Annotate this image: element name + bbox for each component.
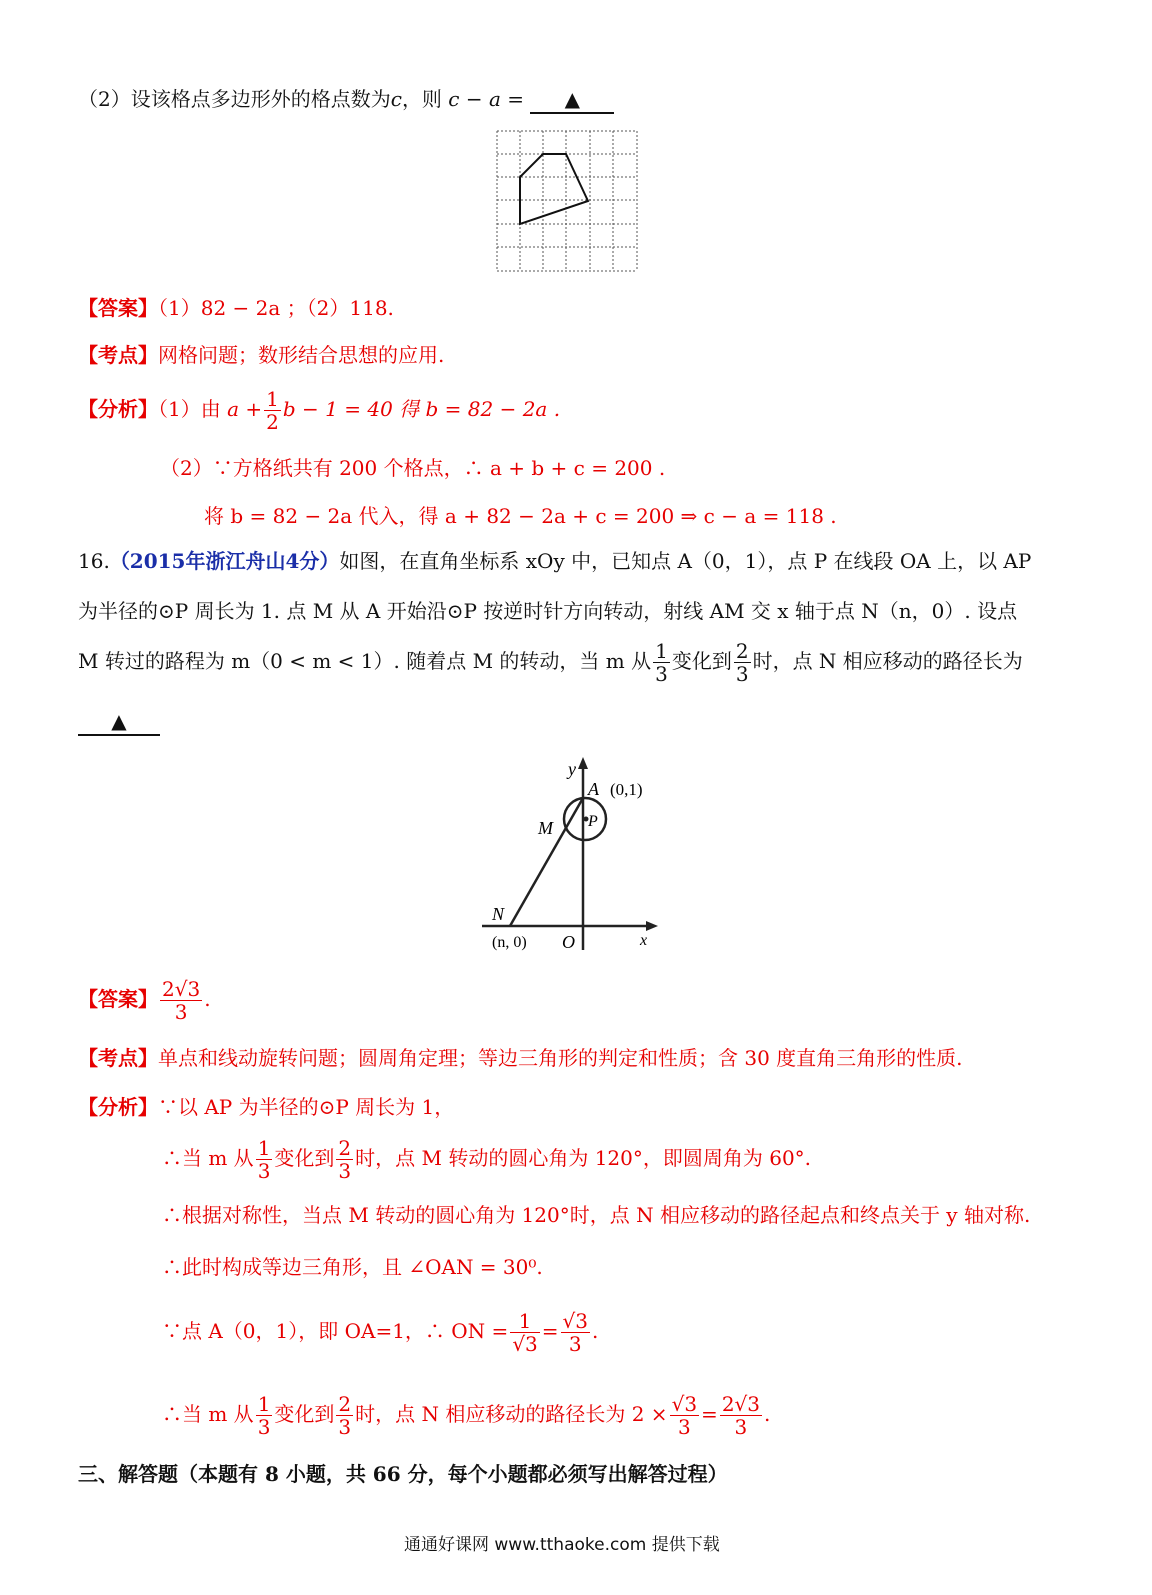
analysis-text: 时，点 M 转动的圆心角为 120°，即圆周角为 60°. <box>355 1146 812 1170</box>
x-axis-arrow <box>646 921 658 931</box>
label-m: M <box>538 818 553 838</box>
fraction-two-thirds <box>336 1393 353 1438</box>
answer-blank <box>78 708 160 736</box>
analysis-text: . <box>764 1402 771 1426</box>
fraction-two-thirds <box>734 640 751 685</box>
q16-line1 <box>78 548 1031 574</box>
analysis-text: ∵点 A（0，1），即 OA=1，∴ ON = <box>162 1319 509 1343</box>
q16-analysis-line5 <box>162 1310 598 1355</box>
page-footer: 通通好课网 www.tthaoke.com 提供下载 <box>404 1535 720 1555</box>
q15-answer <box>78 295 394 321</box>
frac-num: 2 <box>735 639 749 663</box>
analysis-text: 时，点 N 相应移动的路径长为 2 × <box>355 1402 668 1426</box>
analysis-tag: 【分析】 <box>78 397 158 421</box>
point-text: 单点和线动旋转问题；圆周角定理；等边三角形的判定和性质；含 30 度直角三角形的性质. <box>158 1046 963 1070</box>
frac-num: 2 <box>338 1136 352 1160</box>
fraction-one-third <box>256 1137 273 1182</box>
frac-num: 1 <box>257 1136 271 1160</box>
frac-num: 1 <box>266 387 279 411</box>
q16-line3 <box>78 640 1023 685</box>
y-axis-arrow <box>578 757 588 769</box>
label-p: P <box>588 813 598 830</box>
analysis-text: ∴当 m 从 <box>162 1402 254 1426</box>
analysis-text: ∵以 AP 为半径的⊙P 周长为 1， <box>158 1095 455 1119</box>
analysis-tag: 【分析】 <box>78 1095 158 1119</box>
analysis-text: （1）由 <box>158 397 221 421</box>
question-text: 时，点 N 相应移动的路径长为 <box>752 649 1023 673</box>
frac-num: 1 <box>510 1310 539 1333</box>
frac-den: 3 <box>338 1159 352 1183</box>
analysis-text: . <box>592 1319 599 1343</box>
dotted-grid <box>497 131 637 271</box>
point-text: 网格问题；数形结合思想的应用. <box>158 343 445 367</box>
equals-sign: = <box>701 1402 718 1426</box>
q16-line2: 为半径的⊙P 周长为 1. 点 M 从 A 开始沿⊙P 按逆时针方向转动，射线 AM 交 x 轴于点 N（n，0）. 设点 <box>78 599 1018 623</box>
answer-blank <box>530 86 614 114</box>
answer-tag: 【答案】 <box>78 987 158 1011</box>
frac-den: 2 <box>266 410 279 434</box>
q16-analysis-line2 <box>162 1137 811 1182</box>
q16-answer <box>78 978 211 1023</box>
question-source: （2015年浙江舟山4分） <box>109 549 340 573</box>
frac-den: 3 <box>735 662 749 686</box>
label-n: N <box>492 904 505 924</box>
answer-tag: 【答案】 <box>78 296 158 320</box>
point-tag: 【考点】 <box>78 1046 158 1070</box>
section3-heading: 三、解答题（本题有 8 小题，共 66 分，每个小题都必须写出解答过程） <box>78 1462 728 1486</box>
frac-den: 3 <box>257 1415 271 1439</box>
analysis-math: b − 1 = 40 得 b = 82 − 2a . <box>282 397 561 421</box>
analysis-text: 变化到 <box>274 1402 335 1426</box>
q16-analysis-line1 <box>78 1094 454 1120</box>
question-text: 如图，在直角坐标系 xOy 中，已知点 A（0，1），点 P 在线段 OA 上，以 AP <box>339 549 1032 573</box>
q16-point <box>78 1045 963 1071</box>
fraction-two-thirds <box>336 1137 353 1182</box>
lattice-polygon <box>520 154 588 224</box>
point-tag: 【考点】 <box>78 343 158 367</box>
question-text: M 转过的路程为 m（0 < m < 1）. 随着点 M 的转动，当 m 从 <box>78 649 652 673</box>
frac-den: √3 <box>512 1332 538 1356</box>
frac-num: 1 <box>655 639 668 663</box>
frac-den: 3 <box>568 1332 582 1356</box>
q15-var-c: c <box>390 87 402 111</box>
frac-num: 2√3 <box>721 1392 761 1416</box>
q15-analysis-line1 <box>78 388 560 433</box>
frac-den: 3 <box>734 1415 748 1439</box>
answer-fraction <box>160 978 202 1023</box>
analysis-text: ∴当 m 从 <box>162 1146 254 1170</box>
label-y: y <box>568 759 576 779</box>
q16-analysis-line4: ∴此时构成等边三角形，且 ∠OAN = 30⁰. <box>162 1255 543 1279</box>
label-o: O <box>562 932 575 952</box>
fraction-one-third <box>653 640 670 685</box>
question-number: 16. <box>78 549 110 573</box>
q15-analysis-line2: （2）∵方格纸共有 200 个格点，∴ a + b + c = 200 . <box>160 456 666 480</box>
label-x: x <box>640 932 648 949</box>
q15-point <box>78 342 444 368</box>
frac-num: 2√3 <box>162 977 201 1001</box>
q15-part2-line <box>78 86 614 114</box>
answer-text: （1）82 − 2a ；（2）118. <box>158 296 394 320</box>
q15-expr: c − a = <box>448 87 525 111</box>
frac-den: 3 <box>338 1415 352 1439</box>
coordinate-figure <box>480 755 680 960</box>
q16-blank-line <box>78 708 160 736</box>
frac-den: 3 <box>257 1159 271 1183</box>
grid-polygon-figure <box>496 130 638 272</box>
frac-num: 1 <box>257 1392 271 1416</box>
frac-num: √3 <box>562 1309 589 1333</box>
fraction-one-over-root3 <box>510 1310 539 1355</box>
analysis-text: 变化到 <box>274 1146 335 1170</box>
fraction-2root3-over-3 <box>720 1393 762 1438</box>
q15-analysis-line3: 将 b = 82 − 2a 代入，得 a + 82 − 2a + c = 200 ⇒ c − a = 118 . <box>204 504 837 528</box>
frac-num: √3 <box>671 1392 698 1416</box>
blank-mark: ▲ <box>564 87 581 111</box>
fraction-half <box>264 388 281 433</box>
q16-analysis-line6 <box>162 1393 770 1438</box>
label-a: A <box>588 779 599 799</box>
frac-num: 2 <box>338 1392 352 1416</box>
q15-then: ，则 <box>401 87 442 111</box>
equals-sign: = <box>541 1319 559 1343</box>
q16-analysis-line3: ∴根据对称性，当点 M 转动的圆心角为 120°时，点 N 相应移动的路径起点和终点关于 y 轴对称. <box>162 1203 1031 1227</box>
fraction-root3-over-3 <box>670 1393 699 1438</box>
question-text: 变化到 <box>671 649 732 673</box>
frac-den: 3 <box>677 1415 691 1439</box>
fraction-one-third <box>256 1393 273 1438</box>
frac-den: 3 <box>655 662 668 686</box>
fraction-root3-over-3 <box>561 1310 590 1355</box>
answer-end: . <box>204 987 211 1011</box>
blank-mark: ▲ <box>111 709 127 733</box>
label-a-coord: (0,1) <box>610 780 643 799</box>
label-n0: (n, 0) <box>492 934 527 951</box>
frac-den: 3 <box>174 1000 188 1024</box>
analysis-math: a + <box>227 397 263 421</box>
q15-part2-label: （2）设该格点多边形外的格点数为 <box>78 87 391 111</box>
